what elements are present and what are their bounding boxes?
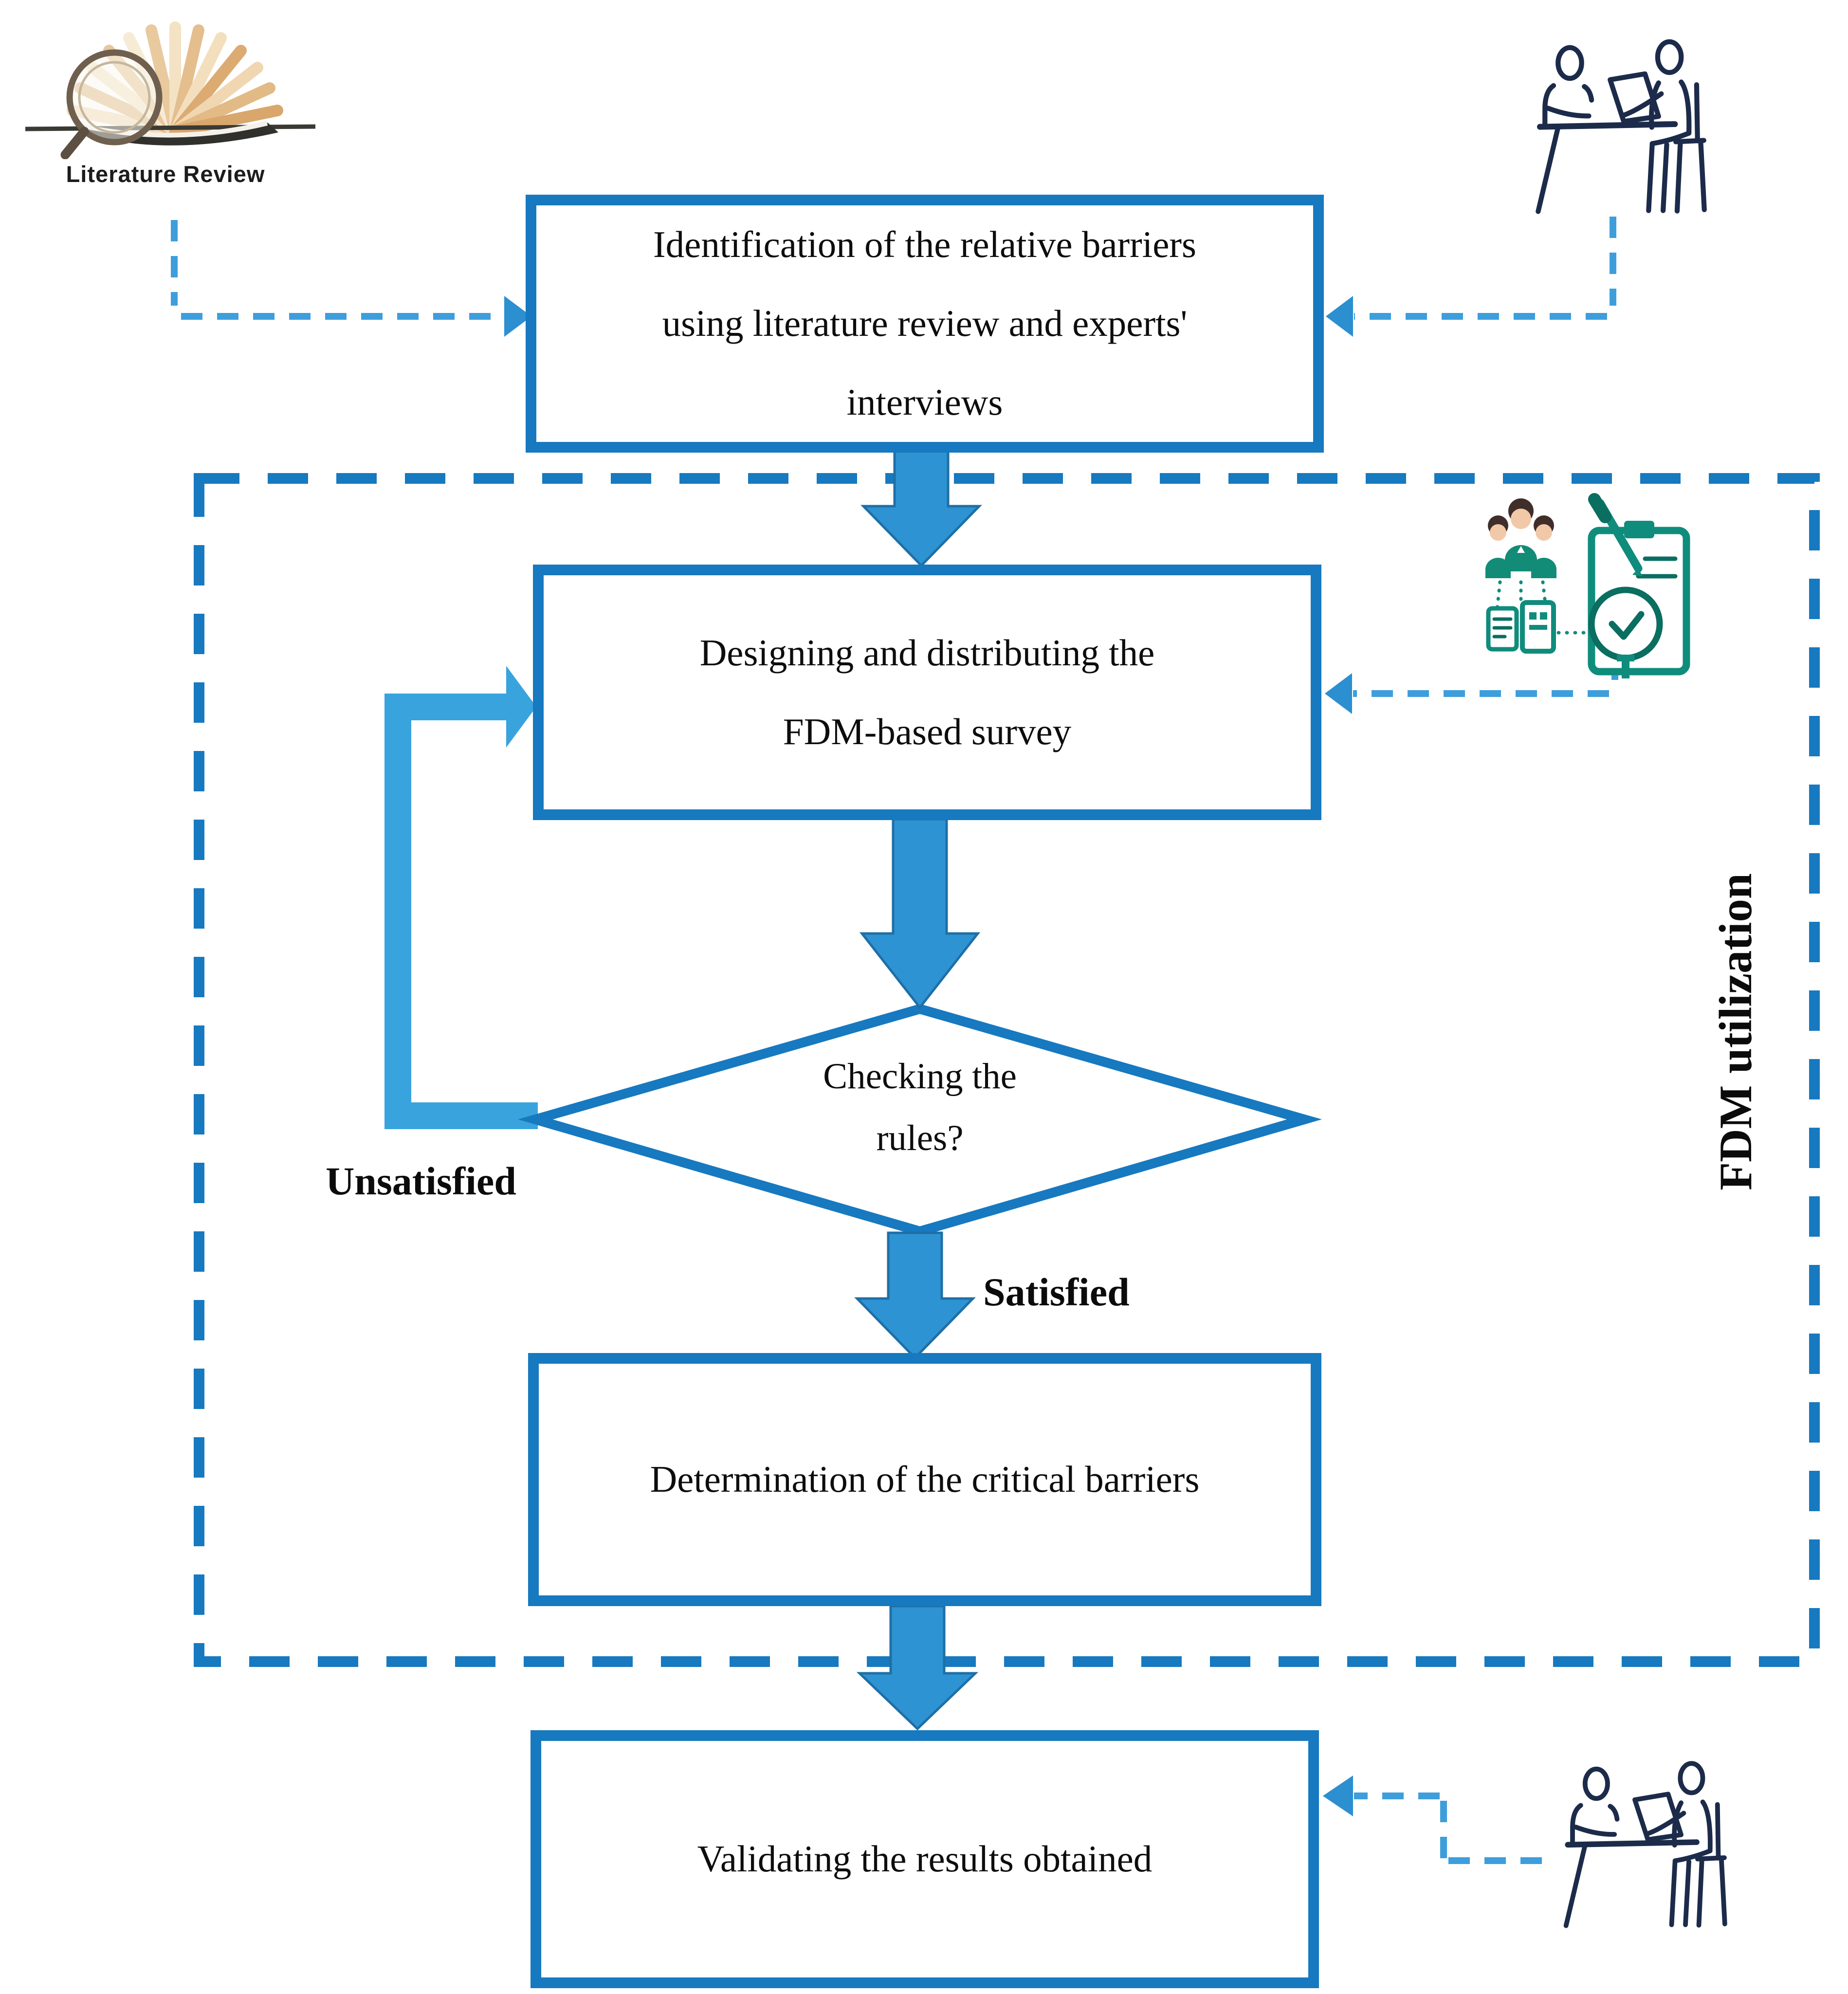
experts-interview-icon [1516,27,1720,221]
validation-interview-icon [1545,1747,1740,1937]
unsatisfied-loop-arrow [384,666,538,1129]
flow-arrow-decision-to-box3 [857,1233,973,1358]
process-box-identification [526,195,1324,453]
process-box-survey-design [533,565,1321,820]
fdm-survey-icon [1475,487,1699,691]
process-box-validation [531,1730,1319,1988]
arrowhead-into-box2-right [1325,673,1352,714]
decision-diamond-label [701,1020,1139,1195]
fdm-utilization-label: FDM utilization [1710,873,1761,1190]
box1-line2: using literature review and experts' [662,302,1188,345]
box2-line2: FDM-based survey [783,710,1072,752]
literature-review-logo [15,6,316,198]
arrowhead-into-box4-right [1323,1775,1353,1816]
box1-line1: Identification of the relative barriers [653,223,1196,266]
satisfied-label: Satisfied [983,1270,1130,1314]
flow-arrow-box3-to-box4 [860,1606,975,1729]
literature-review-book-icon [15,6,316,159]
box2-line1: Designing and distributing the [699,631,1155,674]
unsatisfied-label: Unsatisfied [326,1159,516,1203]
box3-text: Determination of the critical barriers [650,1458,1200,1500]
decision-line1: Checking the [823,1056,1017,1097]
box1-line3: interviews [846,381,1003,423]
decision-line2: rules? [876,1118,964,1158]
process-box-critical-barriers [528,1353,1321,1606]
literature-review-caption: Literature Review [66,161,265,187]
box4-text: Validating the results obtained [697,1838,1153,1880]
flow-arrow-box2-to-decision [862,819,978,1007]
arrowhead-into-box1-right [1326,296,1353,337]
flow-arrow-box1-to-box2 [863,449,979,566]
